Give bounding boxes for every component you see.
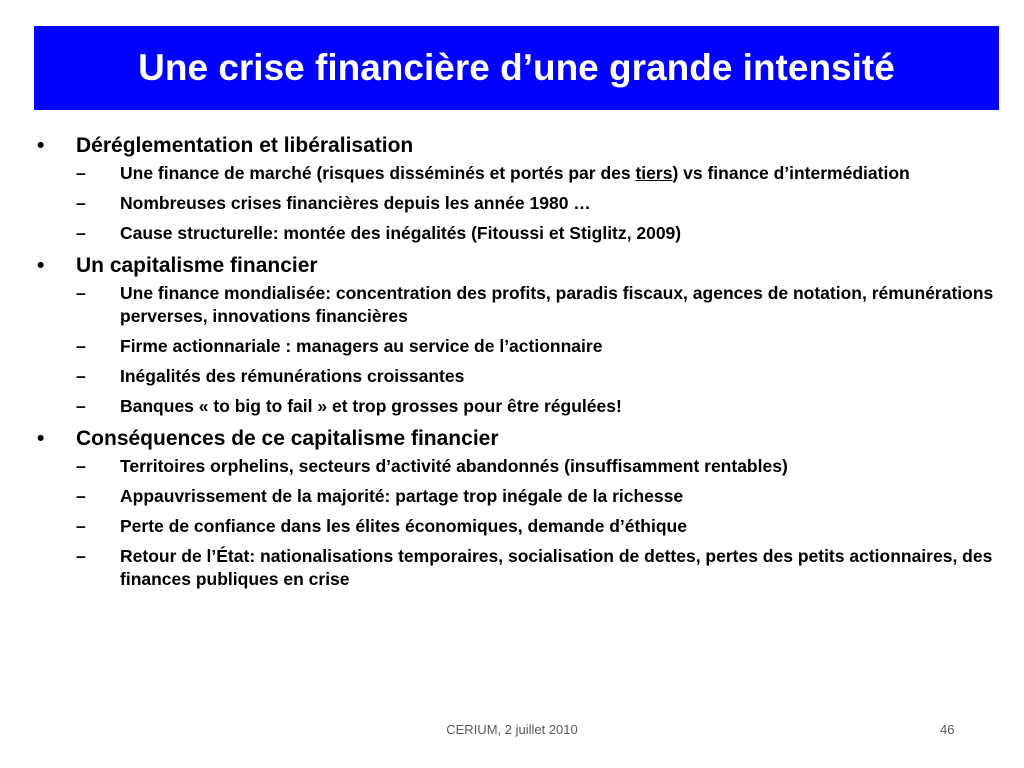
- underlined-term: tiers: [635, 163, 673, 183]
- sub-list: [76, 282, 994, 418]
- sub-item-text: Perte de confiance dans les élites économiques, demande d’éthique: [120, 516, 687, 536]
- sub-item: [76, 162, 994, 185]
- section-heading: Conséquences de ce capitalisme financier: [76, 427, 499, 450]
- sub-item: [76, 222, 994, 245]
- dash-icon: –: [76, 546, 86, 566]
- bullet-icon: •: [37, 254, 45, 277]
- sub-item: [76, 545, 994, 591]
- bullet-section-capitalism: [34, 252, 994, 418]
- sub-item-text: Nombreuses crises financières depuis les année 1980 …: [120, 193, 591, 213]
- sub-item: [76, 365, 994, 388]
- dash-icon: –: [76, 516, 86, 536]
- bullet-icon: •: [37, 427, 45, 450]
- section-heading: Un capitalisme financier: [76, 254, 318, 277]
- dash-icon: –: [76, 223, 86, 243]
- sub-item: [76, 395, 994, 418]
- sub-item-text-post: ) vs finance d’intermédiation: [672, 163, 910, 183]
- sub-list: [76, 162, 994, 245]
- bullet-section-deregulation: [34, 132, 994, 245]
- dash-icon: –: [76, 396, 86, 416]
- sub-item: [76, 455, 994, 478]
- bullet-list: [34, 132, 994, 591]
- sub-item: [76, 515, 994, 538]
- title-bar: [34, 26, 999, 110]
- sub-item-text: Appauvrissement de la majorité: partage trop inégale de la richesse: [120, 486, 684, 506]
- slide-number: 46: [940, 722, 955, 737]
- slide-content: [34, 132, 994, 598]
- sub-item: [76, 335, 994, 358]
- dash-icon: –: [76, 456, 86, 476]
- dash-icon: –: [76, 163, 86, 183]
- dash-icon: –: [76, 283, 86, 303]
- sub-item-text: Inégalités des rémunérations croissantes: [120, 366, 465, 386]
- sub-item-text: Retour de l’État: nationalisations temporaires, socialisation de dettes, pertes des petits actionnaires, des finances publiques en crise: [120, 546, 993, 589]
- sub-item: [76, 282, 994, 328]
- sub-item-text: Banques « to big to fail » et trop grosses pour être régulées!: [120, 396, 622, 416]
- dash-icon: –: [76, 193, 86, 213]
- sub-item-text: Firme actionnariale : managers au service de l’actionnaire: [120, 336, 603, 356]
- sub-item: [76, 485, 994, 508]
- sub-item-text-pre: Une finance de marché (risques disséminés et portés par des: [120, 163, 636, 183]
- sub-item-text: Cause structurelle: montée des inégalités (Fitoussi et Stiglitz, 2009): [120, 223, 682, 243]
- dash-icon: –: [76, 336, 86, 356]
- bullet-icon: •: [37, 134, 45, 157]
- sub-item-text: Une finance mondialisée: concentration des profits, paradis fiscaux, agences de notation, rémunérations perverses, innovations financières: [120, 283, 994, 326]
- bullet-section-consequences: [34, 425, 994, 591]
- section-heading: Déréglementation et libéralisation: [76, 134, 414, 157]
- slide-title: Une crise financière d’une grande intensité: [138, 47, 895, 88]
- footer-event: CERIUM, 2 juillet 2010: [446, 722, 578, 737]
- dash-icon: –: [76, 366, 86, 386]
- sub-item: [76, 192, 994, 215]
- sub-item-text: Territoires orphelins, secteurs d’activité abandonnés (insuffisamment rentables): [120, 456, 788, 476]
- sub-list: [76, 455, 994, 591]
- dash-icon: –: [76, 486, 86, 506]
